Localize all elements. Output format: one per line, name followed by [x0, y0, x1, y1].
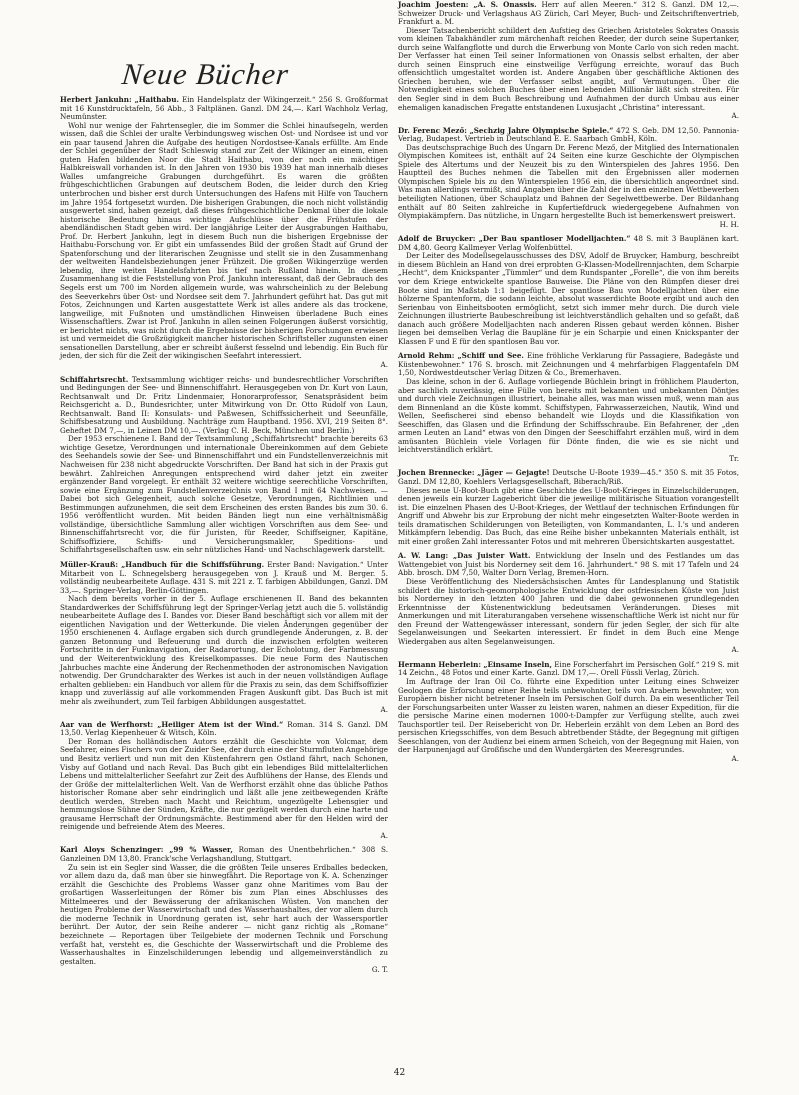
review-signature: Tr.	[729, 453, 739, 463]
review-signature: A.	[731, 111, 739, 121]
review-book-title: „Einsame Inseln,	[483, 659, 552, 669]
review-schiff-und-see	[398, 352, 739, 463]
review-modelljachten	[398, 235, 739, 346]
review-author: Hermann Heberlein:	[398, 659, 482, 669]
review-author: Dr. Ferenc Mező:	[398, 125, 467, 135]
review-author: Müller-Krauß:	[60, 559, 119, 569]
review-signature: A.	[731, 645, 739, 655]
review-author: Schiffahrtsrecht.	[60, 374, 129, 384]
review-book-details: Erster Band: Navigation.“ Unter Mitarbeit von L. Schnegelsberg herausgegeben von J. Krauß und M. Berger. 5. vollständig neubearbeitete Auflage. 431 S. mit 221 z. T. farbigen Abbildungen, Ganzl. DM 33,—. Springer-Verlag, Berlin-Göttingen.	[60, 559, 389, 595]
review-juister-watt	[398, 552, 739, 655]
review-book-details: Roman des Unentbehrlichen.“ 308 S. Ganzleinen DM 13,80. Franck'sche Verlagshandlung, Stuttgart.	[60, 845, 388, 864]
review-signature: G. T.	[371, 965, 388, 975]
review-book-details: Textsammlung wichtiger reichs- und bundesrechtlicher Vorschriften und Bedingungen der See- und Binnenschiffahrt. Herausgegeben von Dr. Kurt von Laun, Rechtsanwalt und Dr. Fritz Lindenmaier, Honorarprofessor, Senatspräsident beim Reichsgericht a. D., Bundesrichter, unter Mitwirkung von Dr. Otto Rudolf von Laun, Rechtsanwalt. Band II: Konsulats- und Paßwesen, Schiffssicherheit und Seeunfälle, Schiffsbesatzung und Ausbildung. Nachträge zum Hauptband. 1956. XVI, 219 Seiten 8°. Geheftet DM 7,—, in Leinen DM 10,—. (Verlag C. H. Beck, München und Berlin.)	[60, 374, 388, 435]
review-author: Karl Aloys Schenzinger:	[60, 845, 164, 855]
review-book-title: „Handbuch für die Schiffsführung.	[121, 559, 265, 569]
review-book-details: Eine fröhliche Verklarung für Passagiere, Badegäste und Küstenbewohner.“ 176 S. brosch. mit Zeichnungen und 4 mehrfarbigen Flaggentafeln DM 1,50, Nordwestdeutscher Verlag Ditzen & Co., Bremerhaven.	[398, 351, 739, 378]
review-signature: A.	[731, 753, 739, 763]
review-author: Herbert Jankuhn:	[60, 95, 132, 104]
review-signature: H. H.	[719, 219, 739, 229]
page-number: 42	[393, 1068, 406, 1078]
review-author: Aar van de Werfhorst:	[60, 719, 154, 729]
review-book-title: „Schiff und See.	[457, 351, 524, 361]
review-book-details: Herr auf allen Meeren.“ 312 S. Ganzl. DM 12,—. Schweizer Druck- und Verlagshaus AG Zürich, Carl Meyer, Buch- und Zeitschriftenvertrieb, Frankfurt a. M.	[398, 0, 739, 27]
review-book-details: Eine Forscherfahrt im Persischen Golf.“ 219 S. mit 14 Zeichn., 48 Fotos und einer Karte. Ganzl. DM 17,—. Orell Füssli Verlag, Zürich.	[398, 659, 739, 678]
review-einsame-inseln	[398, 661, 739, 764]
review-text: Nach dem bereits vorher in der 5. Auflage erschienenen II. Band des bekannten Standardwerkes der Schiffsführung legt der Springer-Verlag jetzt auch die 5. vollständig neubearbeitete Auflage des I. Bandes vor. Dieser Band beschäftigt sich vor allem mit der eigentlichen Navigation und der Wetterkunde. Die vielen Änderungen gegenüber der 1950 erschienenen 4. Auflage ergaben sich durch grundlegende Änderungen, z. B. der ganzen Betonnung und Befeuerung und durch die inzwischen erfolgten weiteren Fortschritte in der Funknavigation, der Radarortung, der Echolotung, der Farbmessung und der Weiterentwicklung des Kreiselkompasses. Die neue Form des Nautischen Jahrbuches machte eine Änderung der Rechenmethoden der astronomischen Navigation notwendig. Der Grundcharakter des Werkes ist auch in der neuen vollständigen Auflage erhalten geblieben: ein Handbuch vor allem für die Praxis zu sein, das dem Schiffsoffizier knapp und zuverlässig auf alle vorkommenden Fragen Auskunft gibt. Das Buch ist mit mehr als zweihundert, zum Teil farbigen Abbildungen ausgestattet.	[60, 594, 388, 706]
right-column	[398, 1, 739, 769]
review-book-title: „Der Bau spantloser Modelljachten.“	[478, 234, 631, 244]
review-jaeger-gejagte	[398, 469, 739, 546]
review-text: Der Leiter des Modellsegelausschusses des DSV, Adolf de Bruycker, Hamburg, beschreibt in diesem Büchlein an Hand von drei erprobten G-Klassen-Modellrennjachten, dem Scharpie „Hecht“, dem Knickspanter „Tümmler“ und dem Rundspanter „Forelle“, die von ihm bereits vor dem Kriege entwickelte spantlose Bauweise. Die Pläne von den Rümpfen dieser drei Boote sind im Maßstab 1:1 beigefügt. Der spantlose Bau von Modelljachten über eine hölzerne Spantenform, die sodann leichte, absolut wasserdichte Boote ergibt und auch den Serienbau von Einheitsbooten ermöglicht, setzt sich immer mehr durch. Die durch viele Zeichnungen illustrierte Baubeschreibung ist leichtverständlich gehalten und so gefaßt, daß danach auch größere Modelljachten nach anderen Rissen gebaut werden können. Bisher liegen bei demselben Verlag die Baupläne für je ein Scharpie und einen Knickspanter der Klassen F und E für den spantlosen Bau vor.	[398, 251, 739, 346]
review-book-details: Entwicklung der Inseln und des Festlandes um das Wattengebiet von Juist bis Norderney seit dem 16. Jahrhundert.“ 98 S. mit 17 Tafeln und 24 Abb. brosch. DM 7,50, Walter Dorn Verlag, Bremen-Horn.	[398, 551, 740, 578]
review-text: Dieses neue U-Boot-Buch gibt eine Geschichte des U-Boot-Krieges in Einzelschilderungen, denen jeweils ein kurzer Lagebericht über die jeweilige militärische Situation vorangestellt ist. Die einzelnen Phasen des U-Boot-Krieges, der Wettlauf der technischen Erfindungen für Angriff und Abwehr bis zur Erprobung der nicht mehr eingesetzten Walter-Boote werden in teils dramatischen Schilderungen von Beteiligten, von Kommandanten, L. I.'s und anderen Mitkämpfern lebendig. Das Buch, das eine Reihe bisher unbekannten Materials enthält, ist mit einer großen Zahl interessanter Fotos und mit mehreren Übersichtskarten ausgestattet.	[398, 485, 739, 546]
left-column	[60, 96, 388, 981]
review-text: Zu sein ist ein Segler sind Wasser, die die größten Teile unseres Erdballes bedecken, vor allem dazu da, daß man über sie hinwegfährt. Die Reportage von K. A. Schenzinger erzählt die Geschichte des Problems Wasser ganz ohne Maritimes vom Bau der großartigen Wasserleitungen der Römer bis zum Plan eines Abschlusses des Mittelmeeres und der Bewässerung der afrikanischen Wüsten. Von manchen der heutigen Probleme der Wasserwirtschaft und des Wasserhaushaltes, der vor allem durch die moderne Technik in Unordnung geraten ist, sehr hart auch der Wassersportler berührt. Der Autor, der sein Reihe anderer — nicht ganz richtig als „Romane“ bezeichnete — Reportagen über Teilgebiete der modernen Technik und Forschung verfaßt hat, versteht es, die Geschichte der Wasserwirtschaft und die Probleme des Wasserhaushaltes in Einzelschilderungen lebendig und allgemeinverständlich zu gestalten.	[60, 862, 388, 966]
review-author: Joachim Joesten:	[398, 0, 469, 9]
review-schiffsfuehrung	[60, 561, 388, 715]
page-title: Neue Bücher	[120, 58, 291, 91]
review-author: Adolf de Bruycker:	[398, 234, 476, 244]
review-text: Im Auftrage der Iran Oil Co. führte eine Expedition unter Leitung eines Schweizer Geologen die Erforschung einer Reihe teils unbewohnter, teils von Arabern bewohnter, von Europäern bisher nicht betretener Inseln im Persischen Golf durch. Da ein wesentlicher Teil der Forschungsarbeiten unter Wasser zu leisten waren, nahmen an dieser Expedition, für die die persische Marine einen modernen 1000-t-Dampfer zur Verfügung stellte, auch zwei Tauchsportler teil. Der Reisebericht von Dr. Heberlein erzählt von dem Leben an Bord des persischen Kriegsschiffes, von dem Besuch abtretbender Städte, der Begegnung mit giftigen Seeschlangen, von der Audienz bei einem armen Scheich, von der Begegnung mit Haien, von der Harpunenjagd auf Großfische und den Wundergärten des Meeresgrundes.	[398, 677, 739, 755]
review-book-details: Roman. 314 S. Ganzl. DM 13,50. Verlag Kiepenheuer & Witsch, Köln.	[60, 719, 388, 738]
review-book-title: „Das Juister Watt.	[453, 551, 531, 561]
review-text: Der 1953 erschienene I. Band der Textsammlung „Schiffahrtsrecht“ brachte bereits 63 wichtige Gesetze, Verordnungen und internationale Übereinkommen auf dem Gebiete des Seehandels sowie der See- und Binnenschiffahrt und ein Fundstellenverzeichnis mit Nachweisen für 238 nicht abgedruckte Vorschriften. Der Band hat sich in der Praxis gut bewährt. Zahlreichen Anregungen entsprechend wird daher jetzt ein zweiter ergänzender Band vorgelegt. Er enthält 32 weitere wichtige seerechtliche Vorschriften, sowie eine Ergänzung zum Fundstellenverzeichnis von Band I mit 64 Nachweisen. — Dabei bot sich Gelegenheit, auch solche Gesetze, Verordnungen, Richtlinien und Bestimmungen aufzunehmen, die seit dem Erscheinen des ersten Bandes bis zum 30. 6. 1956 veröffentlicht wurden. Mit beiden Bänden liegt nun eine verhältnismäßig vollständige, übersichtliche Sammlung aller wichtigen Vorschriften aus dem See- und Binnenschiffahrtsrecht vor, die für Juristen, für Reeder, Schiffseigner, Kapitäne, Schiffsoffiziere, Schiffs- und Versicherungsmakler, Speditions- und Schiffahrtsgesellschaften usw. ein sehr nützliches Hand- und Nachschlagewerk darstellt.	[60, 434, 388, 555]
review-olympische-spiele	[398, 127, 739, 230]
review-book-title: „99 % Wasser,	[169, 845, 233, 855]
review-book-details: Deutsche U-Boote 1939—45.“ 350 S. mit 35 Fotos, Ganzl. DM 12,80, Koehlers Verlagsgesellschaft, Biberach/Riß.	[398, 468, 740, 486]
review-book-title: „Sechzig Jahre Olympische Spiele.“	[469, 125, 614, 135]
review-text: Der Roman des holländischen Autors erzählt die Geschichte von Volcmar, dem Seefahrer, eines Fischers von der Zuider See, der durch eine der Sturmfluten Angehörige und Besitz verliert und nun mit den Küstenfahrern gen Ostland fährt, nach Schonen, Visby auf Gotland und nach Reval. Das Buch gibt ein lebendiges Bild mittelalterlichen Lebens und mittelalterlicher Seefahrt zur Zeit des Aufblühens der Hanse, des Elends und der Größe der mittelalterlichen Welt. Van de Werfhorst erzählt ohne das übliche Pathos historischer Romane aber sehr eindringlich und läßt alle jene zeitbewegenden Kräfte deutlich werden, Streben nach Macht und Reichtum, ungezügelte Lebensgier und hemmungslose Sühne der Sünden, Kräfte, die nur gezügelt werden durch eine harte und grausame Herrschaft der Ordnungsmächte. Bestimmend aber für den Helden wird der reinigende und befreiende Atem des Meeres.	[60, 736, 388, 832]
review-signature: A.	[380, 705, 388, 715]
review-book-details: 472 S. Geb. DM 12,50. Pannonia-Verlag, Budapest. Vertrieb in Deutschland E. E. Saarbach GmbH, Köln.	[398, 125, 739, 144]
review-book-title: „Jäger — Gejagte!	[477, 468, 550, 478]
review-author: Jochen Brennecke:	[398, 468, 475, 478]
review-book-details: Ein Handelsplatz der Wikingerzeit.“ 256 S. Großformat mit 16 Kunstdrucktafeln, 56 Abb., 3 Faltplänen. Ganzl. DM 24,—. Karl Wachholz Verlag, Neumünster.	[60, 95, 388, 122]
review-onassis	[398, 1, 739, 121]
review-author: A. W. Lang:	[398, 551, 449, 561]
review-schiffahrtsrecht	[60, 376, 388, 555]
review-author: Arnold Rehm:	[398, 351, 455, 361]
review-wasser	[60, 846, 388, 974]
review-heiliger-atem	[60, 721, 388, 841]
review-signature: A.	[380, 830, 388, 840]
review-text: Diese Veröffentlichung des Niedersächsischen Amtes für Landesplanung und Statistik schildert die historisch-geomorphologische Entwicklung der ostfriesischen Küste von Juist bis Norderney in den letzten 400 Jahren und die dabei gewonnenen grundlegenden Erkenntnisse der Küstenentwicklung bedeutsamen Veränderungen. Dieses mit Anmerkungen und mit Literaturangaben versehene wissenschaftliche Werk ist nicht nur für den Freund der Wattengewässer interessant, sondern für jeden Segler, der sich für alte Segelanweisungen und Seekarten interessiert. Er findet in dem Buch eine Menge Wiedergaben aus alten Segelanweisungen.	[398, 577, 739, 646]
review-book-title: „Heiliger Atem ist der Wind.“	[157, 719, 284, 729]
review-haithabu	[60, 96, 388, 370]
review-book-title: „Haithabu.	[134, 95, 179, 104]
review-signature: A.	[380, 359, 388, 369]
review-text: Das deutschsprachige Buch des Ungarn Dr. Ferenc Mező, der Mitglied des Internationalen Olympischen Komitees ist, enthält auf 24 Seiten eine kurze Geschichte der Olympischen Spiele des Altertums und der Neuzeit bis zu den Winterspielen des Jahres 1956. Den Hauptteil des Buches nehmen die Tabellen mit den Ergebnissen aller modernen Olympischen Spiele bis zu den Winterspielen 1956 ein, die übersichtlich angeordnet sind. Was man allerdings vermißt, sind Angaben über die Zahl der in den einzelnen Wettbewerben beteiligten Nationen, über Schauplatz und Bahnen der Segelwettbewerbe. Der Bildanhang enthält auf 80 Seiten zahlreiche in Kupfertiefdruck wiedergegebene Aufnahmen von Olympiakämpfern. Das nützliche, in Ungarn hergestellte Buch ist bemerkenswert preiswert.	[398, 142, 739, 221]
review-text: Das kleine, schon in der 6. Auflage vorliegende Büchlein bringt in fröhlichem Plauderton, aber sachlich zuverlässig, eine Fülle von bereits mit bekannten und unbekannten Döntjes und durch viele Zeichnungen illustriert, beinahe alles, was man wissen muß, wenn man aus dem Binnenland an die Küste kommt. Schiffstypen, Fahrwasserzeichen, Nautik, Wind und Wellen, Seefischerei sind ebenso behandelt wie Lloyds und die Klassifikation von Seeschiffen, das Glasen und die Erfindung der Schiffsschraube. Ein Befahrener, der „den armen Leuten an Land“ etwas von den Dingen der Seeschiffahrt erzählen muß, wird in dem amüsanten Büchlein viele Vorlagen für Dönte finden, die wie es sie nicht und leichtverständlich erklärt.	[398, 376, 739, 455]
review-book-details: 48 S. mit 3 Bauplänen kart. DM 4,80. Georg Kallmeyer Verlag Wolfenbüttel.	[398, 234, 739, 252]
review-book-title: „A. S. Onassis.	[473, 0, 537, 9]
review-text: Wohl nur wenige der Fahrtensegler, die im Sommer die Schlei hinaufsegeln, werden wissen, daß die Schlei der uralte Verbindungsweg wischen Ost- und Nordsee ist und vor ein paar tausend Jahren die Aufgabe des heutigen Nordostsee-Kanals erfüllte. Am Ende der Schlei gegenüber der Stadt Schleswig stand zur Zeit der Wikinger an einem, einen guten Hafen bildenden Noor die Stadt Haithabu, von der noch ein mächtiger Halbkreiswall vorhanden ist. In den Jahren von 1930 bis 1939 hat man innerhalb dieses Walles umfangreiche Grabungen durchgeführt. Es waren die größten frühgeschichtlichen Grabungen auf deutschem Boden, die leider durch den Krieg unterbrochen und bisher erst durch Untersuchungen des Hafens mit Hilfe von Tauchern im Jahre 1954 fortgesetzt wurden. Die bisherigen Grabungen, die noch nicht vollständig ausgewertet sind, haben gezeigt, daß dieses frühgeschichtliche Denkmal über die lokale historische Bedeutung hinaus wichtige Aufschlüsse über die Frühstufen der abendländischen Stadt geben wird. Der langjährige Leiter der Ausgrabungen Haithabu, Prof. Dr. Herbert Jankuhn, legt in diesem Buch nun die bisherigen Ergebnisse der Haithabu-Forschung vor. Er gibt ein umfassendes Bild der großen Stadt auf Grund der Spatenforschung und der literarischen Zeugnisse und stellt sie in den Zusammenhang der weltweiten Handelsbeziehungen jener Frühzeit. Die großen Wikingerzüge werden lebendig, ihre weiten Handelsfahrten bis tief nach Rußland hinein. In diesem Zusammenhang ist die Feststellung von Prof. Jankuhn interessant, daß der Gebrauch des Segels erst um 700 im Norden allgemein wurde, was wahrscheinlich zu der Belebung des Seeverkehrs über Ost- und Nordsee seit dem 7. Jahrhundert geführt hat. Das gut mit Fotos, Zeichnungen und Karten ausgestattete Werk ist alles andere als das trockene, langweilige, mit Fußnoten und umständlichen Hinweisen überladene Buch eines Wissenschaftlers. Zwar ist Prof. Jankuhn in allen seinen Folgerungen äußerst vorsichtig, er berichtet nichts, was nicht durch die Ergebnisse der bisherigen Forschungen erwiesen ist und vermeidet die Großzügigkeit mancher historischen Schriftsteller zugunsten einer sensationellen Darstellung, aber er schreibt äußerst fesselnd und lebendig. Ein Buch für jeden, der sich für die Zeit der wikingischen Seefahrt interessiert.	[60, 120, 388, 361]
review-text: Dieser Tatsachenbericht schildert den Aufstieg des Griechen Aristoteles Sokrates Onassis vom kleinen Tabakhändler zum märchenhaft reichen Reeder, der durch seine Supertanker, durch seine Walfangflotte und durch die Erwerbung von Monte Carlo von sich reden macht. Der Verfasser hat einen Teil seiner Informationen von Onassis selbst erhalten, der aber durch seinen Einspruch eine einstweilige Verfügung erreichte, worauf das Buch offensichtlich umgestaltet worden ist. Andere Angaben über geschäftliche Aktionen des Griechen beruhen, wie der Verfasser selbst angibt, auf Vermutungen. Über die Notwendigkeit eines solchen Buches über einen lebenden Millionär läßt sich streiten. Für den Segler sind in dem Buch Beschreibung und Aufnahmen der durch Umbau aus einer ehemaligen kanadischen Fregatte entstandenen Luxusjacht „Christina“ interessant.	[398, 25, 739, 112]
